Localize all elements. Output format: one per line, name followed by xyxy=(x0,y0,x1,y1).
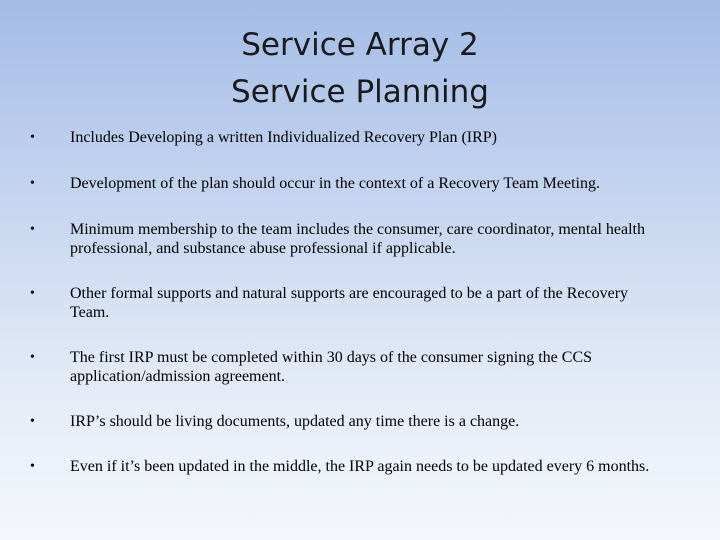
bullet-icon: • xyxy=(30,176,35,191)
bullet-text: Development of the plan should occur in the context of a Recovery Team Meeting. xyxy=(70,175,600,192)
bullet-icon: • xyxy=(30,222,35,237)
bullet-item-2 xyxy=(30,174,670,193)
bullet-item-1 xyxy=(30,128,670,147)
title-line-2: Service Planning xyxy=(231,74,489,110)
bullet-item-4 xyxy=(30,284,670,322)
bullet-text: Includes Developing a written Individualized Recovery Plan (IRP) xyxy=(70,129,497,146)
bullet-icon: • xyxy=(30,414,35,429)
bullet-text: IRP’s should be living documents, updated any time there is a change. xyxy=(70,413,520,430)
bullet-item-6 xyxy=(30,412,670,431)
bullet-text: Minimum membership to the team includes the consumer, care coordinator, mental health professional, and substance abuse professional if applicable. xyxy=(70,221,645,257)
bullet-text: Even if it’s been updated in the middle, the IRP again needs to be updated every 6 months. xyxy=(70,458,650,475)
title-line-1: Service Array 2 xyxy=(241,27,479,63)
bullet-icon: • xyxy=(30,459,35,474)
slide-title xyxy=(0,22,720,116)
bullet-item-3 xyxy=(30,220,670,258)
bullet-icon: • xyxy=(30,130,35,145)
bullet-icon: • xyxy=(30,286,35,301)
bullet-item-7 xyxy=(30,457,670,476)
bullet-item-5 xyxy=(30,348,670,386)
bullet-text: The first IRP must be completed within 30 days of the consumer signing the CCS application/admission agreement. xyxy=(70,349,593,385)
bullet-list xyxy=(30,128,670,476)
bullet-icon: • xyxy=(30,350,35,365)
bullet-text: Other formal supports and natural supports are encouraged to be a part of the Recovery Team. xyxy=(70,285,629,321)
